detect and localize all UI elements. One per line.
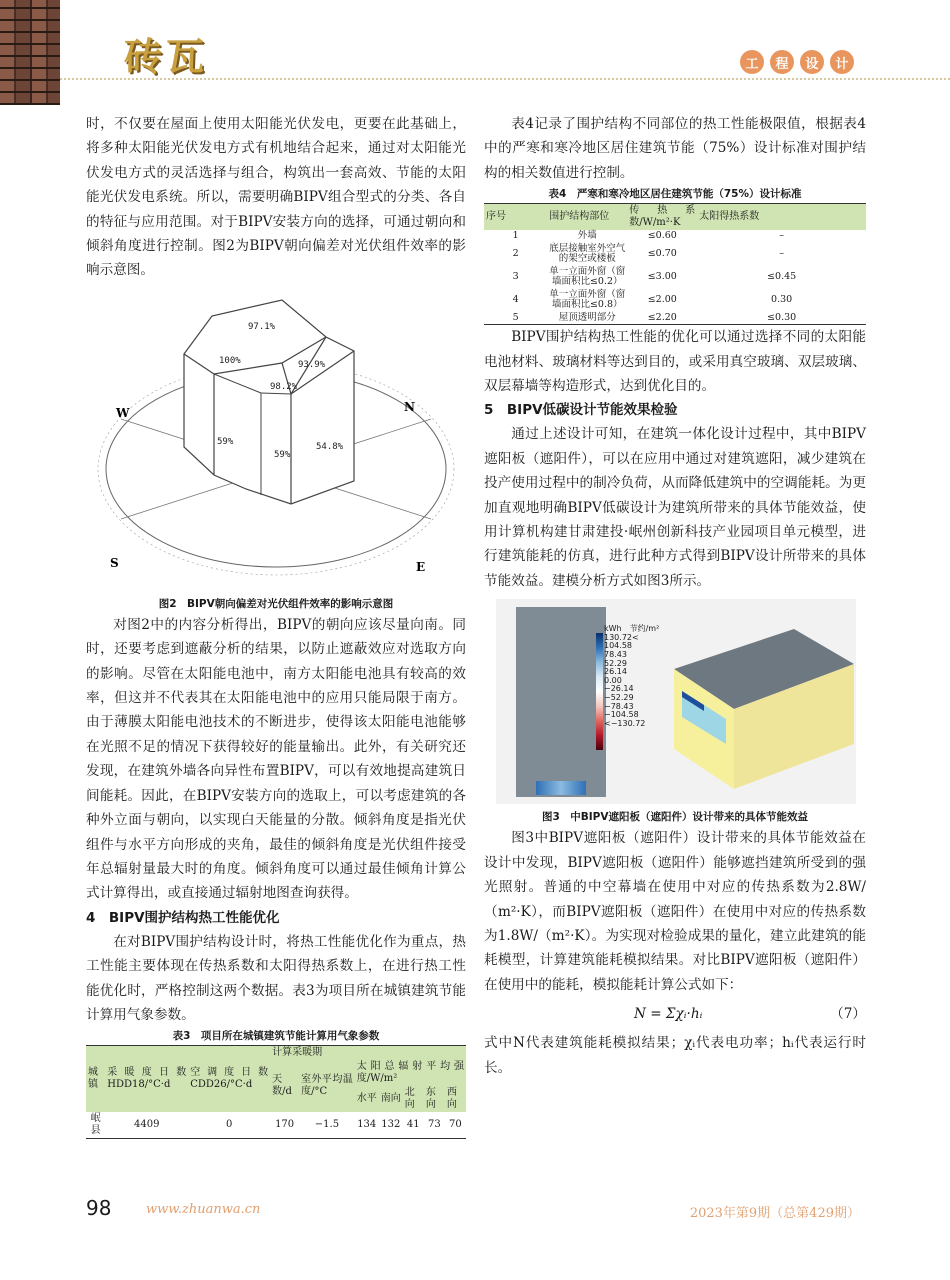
table-cell: 132 xyxy=(381,1119,401,1131)
tag-3: 设 xyxy=(800,50,824,74)
table-cell: 0 xyxy=(225,1119,233,1131)
table-cell: 4 xyxy=(512,293,519,305)
table-4 xyxy=(484,203,866,325)
paragraph: 图3中BIPV遮阳板（遮阳件）设计带来的具体节能效益在设计中发现，BIPV遮阳板（遮阳件）能够遮挡建筑所受到的强光照射。普通的中空幕墙在使用中对应的传热系数为2.8W/（m²·K），而BIPV遮阳板（遮阳件）在使用中对应的传热系数为1.8W/（m²·K）。为实现对检验成果的量化，建立此建筑的能耗模型，计算建筑能耗模拟结果。对比BIPV遮阳板（遮阳件）在使用中的能耗，模拟能耗计算公式如下： xyxy=(484,830,866,993)
svg-text:97.1%: 97.1% xyxy=(248,321,276,332)
table-row xyxy=(484,312,866,325)
journal-url: www.zhuanwa.cn xyxy=(146,1202,261,1217)
paragraph: 在对BIPV围护结构设计时，将热工性能优化作为重点，热工性能主要体现在传热系数和太阳得热系数上，在进行热工性能优化时，严格控制这两个数据。表3为项目所在城镇建筑节能计算用气象参数。 xyxy=(86,933,466,1023)
table-header: 空调度日数CDD26/°C·d xyxy=(188,1046,270,1113)
legend-item: −78.43 xyxy=(604,701,634,711)
table-cell: 2 xyxy=(512,247,519,259)
figure-3-simulation xyxy=(496,599,856,804)
table-cell: 底层接触室外空气的架空或楼板 xyxy=(549,242,626,265)
section-heading: 5 BIPV低碳设计节能效果检验 xyxy=(484,402,678,419)
table-cell: ≤0.60 xyxy=(647,230,677,242)
table-row xyxy=(484,289,866,312)
section-tags xyxy=(740,50,854,74)
table-4-caption: 表4 严寒和寒冷地区居住建筑节能（75%）设计标准 xyxy=(548,188,802,201)
table-cell: 41 xyxy=(406,1119,420,1131)
paragraph: 时，不仅要在屋面上使用太阳能光伏发电，更要在此基础上，将多种太阳能光伏发电方式有机地结合起来，通过对太阳能光伏发电方式的灵活选择与组合，构筑出一套高效、节能的太阳能光伏发电系统。所以，需要明确BIPV组合型式的分类、各自的特征与应用范围。对于BIPV安装方向的选择，可通过朝向和倾斜角度进行控制。图2为BIPV朝向偏差对光伏组件效率的影响示意图。 xyxy=(86,116,466,279)
table-cell: 1 xyxy=(512,230,519,242)
table-header: 城镇 xyxy=(86,1046,105,1113)
table-cell: – xyxy=(779,230,784,242)
journal-logo: 砖瓦 xyxy=(124,34,209,79)
table-cell: 单一立面外窗（窗墙面积比≤0.8） xyxy=(549,288,626,311)
section-heading: 4 BIPV围护结构热工性能优化 xyxy=(86,909,280,926)
legend-item: 104.58 xyxy=(604,641,632,651)
table-header: 太阳总辐射平均强度/W/m² xyxy=(356,1061,464,1085)
table-header: 西向 xyxy=(445,1086,466,1112)
svg-text:59%: 59% xyxy=(274,449,291,460)
building-3d-view xyxy=(674,619,854,789)
paragraph: BIPV围护结构热工性能的优化可以通过选择不同的太阳能电池材料、玻璃材料等达到目的，或采用真空玻璃、双层玻璃、双层幕墙等构造形式，达到优化目的。 xyxy=(484,329,866,395)
legend-item: −52.29 xyxy=(604,693,634,703)
table-cell: ≤2.20 xyxy=(647,311,677,323)
svg-text:W: W xyxy=(116,405,130,420)
legend xyxy=(604,625,659,728)
table-cell: 134 xyxy=(357,1119,377,1131)
table-cell: ≤0.70 xyxy=(647,247,677,259)
legend-item: 0.00 xyxy=(604,675,622,685)
table-row xyxy=(484,266,866,289)
paragraph: 通过上述设计可知，在建筑一体化设计过程中，其中BIPV遮阳板（遮阳件），可以在应用中通过对建筑遮阳，减少建筑在投产使用过程中的制冷负荷，从而降低建筑中的空调能耗。为更加直观地明确BIPV低碳设计为建筑所带来的具体节能效益，使用计算机构建甘肃建投·岷州创新科技产业园项目单元模型，进行建筑能耗的仿真，进行此种方式得到BIPV设计所带来的具体节能效益。建模分析方式如图3所示。 xyxy=(484,426,866,589)
table-header: 南向 xyxy=(379,1086,403,1112)
svg-text:N: N xyxy=(404,399,415,414)
table-cell: 170 xyxy=(275,1119,295,1131)
svg-text:98.2%: 98.2% xyxy=(270,381,298,392)
table-header: 计算采暖期 xyxy=(270,1046,466,1061)
left-column xyxy=(86,112,466,1139)
table-header: 太阳得热系数 xyxy=(697,204,866,231)
table-header: 传热系数/W/m²·K xyxy=(629,205,696,229)
shading-heatmap xyxy=(536,781,586,795)
table-row xyxy=(86,1112,466,1139)
table-cell: – xyxy=(779,247,784,259)
svg-text:S: S xyxy=(110,555,119,570)
table-header: 北向 xyxy=(403,1086,424,1112)
table-cell: ≤0.30 xyxy=(767,311,797,323)
svg-text:93.9%: 93.9% xyxy=(298,359,326,370)
tag-4: 计 xyxy=(830,50,854,74)
legend-item: −26.14 xyxy=(604,684,634,694)
brick-texture xyxy=(0,0,60,105)
formula-expression: N = Σχᵢ·hᵢ xyxy=(634,1005,703,1022)
table-header: 采暖度日数HDD18/°C·d xyxy=(105,1046,188,1113)
paragraph: 式中N代表建筑能耗模拟结果；χᵢ代表电功率；hᵢ代表运行时长。 xyxy=(484,1035,866,1076)
figure-3-caption: 图3 中BIPV遮阳板（遮阳件）设计带来的具体节能效益 xyxy=(541,811,809,824)
legend-item: 78.43 xyxy=(604,650,627,660)
table-cell: ≤2.00 xyxy=(647,293,677,305)
figure-2-diagram xyxy=(86,289,466,589)
figure-2-caption: 图2 BIPV朝向偏差对光伏组件效率的影响示意图 xyxy=(158,597,394,610)
tag-2: 程 xyxy=(770,50,794,74)
svg-text:59%: 59% xyxy=(217,436,234,447)
table-cell: 4409 xyxy=(134,1119,160,1131)
table-cell: 73 xyxy=(427,1119,441,1131)
table-cell: ≤3.00 xyxy=(647,270,677,282)
legend-item: 52.29 xyxy=(604,658,627,668)
legend-item: 26.14 xyxy=(604,667,627,677)
table-cell: 70 xyxy=(449,1119,462,1131)
table-cell: −1.5 xyxy=(314,1119,340,1131)
table-header: 室外平均温度/°C xyxy=(299,1060,355,1112)
table-header: 序号 xyxy=(484,204,547,231)
svg-text:54.8%: 54.8% xyxy=(316,441,344,452)
legend-item: −104.58 xyxy=(604,710,639,720)
table-cell: 屋顶透明部分 xyxy=(558,311,616,323)
paragraph: 对图2中的内容分析得出，BIPV的朝向应该尽量向南。同时，还要考虑到遮蔽分析的结果，以防止遮蔽效应对选取方向的影响。尽管在太阳能电池中，南方太阳能电池具有较高的效率，但这并不代表其在太阳能电池中的应用只能局限于南方。由于薄膜太阳能电池技术的不断进步，使得该太阳能电池能够在光照不足的情况下获得较好的能量输出。此外，有关研究还发现，在建筑外墙各向异性布置BIPV，可以有效地提高建筑日间能耗。因此，在BIPV安装方向的选取上，可以考虑建筑的各种外立面与朝向，以实现白天能量的分散。倾斜角度是指光伏组件与水平方向形成的夹角，最佳的倾斜角度是光伏组件接受年总辐射量最大时的角度。倾斜角度可以通过最佳倾角计算公式计算得出，或直接通过辐射地图查询获得。 xyxy=(86,616,466,902)
table-header: 东向 xyxy=(424,1086,445,1112)
table-3-caption: 表3 项目所在城镇建筑节能计算用气象参数 xyxy=(172,1030,380,1043)
right-column xyxy=(484,112,866,1080)
header-divider xyxy=(60,78,950,80)
building-plan-view xyxy=(516,607,606,797)
formula-number: （7） xyxy=(830,1005,866,1022)
table-cell: ≤0.45 xyxy=(767,270,797,282)
table-header: 围护结构部位 xyxy=(547,204,627,231)
table-3 xyxy=(86,1045,466,1139)
formula-7 xyxy=(484,997,866,1031)
svg-text:E: E xyxy=(416,559,426,574)
table-cell: 外墙 xyxy=(577,230,597,242)
legend-title: kWh 节约/m² xyxy=(604,624,660,634)
table-cell: 5 xyxy=(512,311,519,323)
page-number: 98 xyxy=(86,1196,112,1220)
table-row xyxy=(484,243,866,266)
legend-item: <−130.72 xyxy=(604,718,646,728)
paragraph: 表4记录了围护结构不同部位的热工性能极限值，根据表4中的严寒和寒冷地区居住建筑节能（75%）设计标准对围护结构的相关数值进行控制。 xyxy=(484,116,866,181)
table-header: 天数/d xyxy=(270,1060,299,1112)
table-cell: 3 xyxy=(512,270,519,282)
table-cell: 岷县 xyxy=(90,1113,101,1137)
table-cell: 0.30 xyxy=(771,293,793,305)
table-cell: 单一立面外窗（窗墙面积比≤0.2） xyxy=(549,265,626,288)
table-row xyxy=(484,230,866,243)
tag-1: 工 xyxy=(740,50,764,74)
legend-colorbar xyxy=(596,633,603,750)
table-header: 水平 xyxy=(355,1086,379,1112)
legend-item: 130.72< xyxy=(604,632,639,642)
issue-info: 2023年第9期（总第429期） xyxy=(689,1206,860,1221)
svg-text:100%: 100% xyxy=(219,355,241,366)
